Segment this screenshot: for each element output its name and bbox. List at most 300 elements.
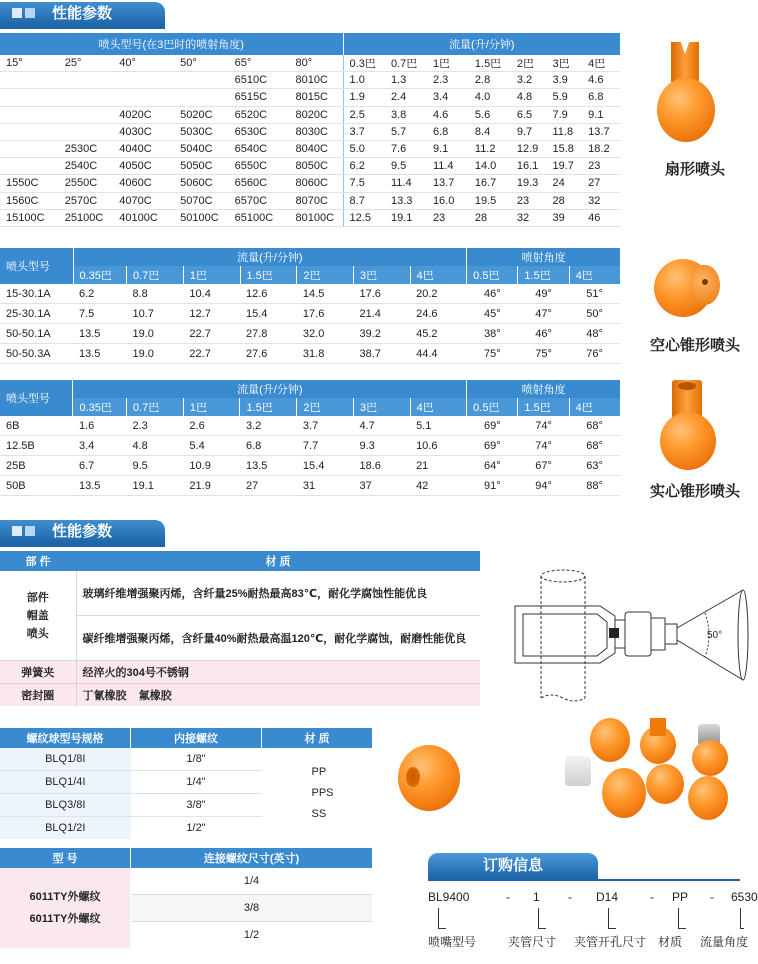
fan-nozzle-image bbox=[655, 42, 715, 152]
fan-cell bbox=[59, 89, 114, 106]
solid-cone-cell: 13.5 bbox=[240, 456, 297, 476]
fan-cell: 14.0 bbox=[469, 158, 511, 175]
seal-material: 丁氰橡胶 氟橡胶 bbox=[76, 684, 480, 707]
order-label: 夹管尺寸 bbox=[508, 935, 557, 949]
hollow-cone-angle-pressure-header: 1.5巴 bbox=[518, 266, 569, 284]
fan-angle-header: 40° bbox=[113, 55, 174, 72]
order-connector bbox=[538, 908, 539, 928]
hollow-cone-cell: 47° bbox=[518, 304, 569, 324]
fan-cell bbox=[0, 158, 59, 175]
solid-cone-cell: 9.5 bbox=[126, 456, 183, 476]
solid-cone-caption: 实心锥形喷头 bbox=[650, 483, 741, 500]
solid-cone-header-flow: 流量(升/分钟) bbox=[73, 380, 467, 398]
assorted-nozzles-image bbox=[520, 718, 740, 828]
solid-cone-cell: 5.4 bbox=[183, 436, 240, 456]
order-label: 夹管开孔尺寸 bbox=[574, 935, 647, 949]
hollow-cone-cell: 24.6 bbox=[410, 304, 467, 324]
fan-cell: 8015C bbox=[289, 89, 343, 106]
ball-thread: 1/4" bbox=[131, 771, 262, 794]
hollow-cone-nozzle-image bbox=[650, 255, 720, 325]
solid-cone-pressure-header: 3巴 bbox=[353, 398, 410, 416]
hollow-cone-cell: 10.4 bbox=[183, 284, 240, 304]
solid-cone-cell: 21.9 bbox=[183, 476, 240, 496]
solid-cone-cell: 31 bbox=[297, 476, 354, 496]
fan-cell: 2530C bbox=[59, 140, 114, 157]
solid-cone-cell: 68° bbox=[569, 416, 620, 436]
hollow-cone-angle-pressure-header: 4巴 bbox=[569, 266, 620, 284]
fan-cell: 4040C bbox=[113, 140, 174, 157]
table-row bbox=[0, 123, 620, 140]
solid-cone-cell: 3.2 bbox=[240, 416, 297, 436]
hollow-cone-pressure-header: 1.5巴 bbox=[240, 266, 297, 284]
thread-size-table bbox=[0, 848, 372, 948]
fan-cell bbox=[59, 106, 114, 123]
hollow-cone-cell: 27.6 bbox=[240, 344, 297, 364]
fan-cell: 5060C bbox=[174, 175, 229, 192]
fan-cell bbox=[174, 89, 229, 106]
fan-cell: 15100C bbox=[0, 209, 59, 226]
fan-cell: 7.6 bbox=[385, 140, 427, 157]
hollow-cone-cell: 7.5 bbox=[73, 304, 127, 324]
part-label: 部件 bbox=[26, 591, 49, 604]
hollow-cone-pressure-header: 3巴 bbox=[354, 266, 411, 284]
fan-cell: 2.5 bbox=[343, 106, 385, 123]
hollow-cone-cell: 19.0 bbox=[127, 344, 184, 364]
table-row bbox=[0, 192, 620, 209]
solid-cone-pressure-header: 4巴 bbox=[410, 398, 467, 416]
fan-pressure-header: 4巴 bbox=[582, 55, 620, 72]
solid-cone-cell: 5.1 bbox=[410, 416, 467, 436]
hollow-cone-cell: 50° bbox=[569, 304, 620, 324]
fan-cell: 12.9 bbox=[511, 140, 547, 157]
order-code: 6530 bbox=[731, 890, 758, 904]
fan-cell: 9.1 bbox=[427, 140, 469, 157]
fan-cell: 6.8 bbox=[582, 89, 620, 106]
table-row bbox=[0, 158, 620, 175]
hollow-cone-pressure-header: 0.7巴 bbox=[127, 266, 184, 284]
fan-header-model: 喷头型号(在3巴时的喷射角度) bbox=[0, 33, 343, 55]
table-row bbox=[0, 344, 620, 364]
fan-cell: 24 bbox=[547, 175, 583, 192]
fan-cell: 16.1 bbox=[511, 158, 547, 175]
materials-table bbox=[0, 551, 480, 706]
solid-cone-cell: 68° bbox=[569, 436, 620, 456]
solid-cone-header-model: 喷头型号 bbox=[0, 380, 73, 416]
solid-cone-nozzle-image bbox=[658, 380, 718, 475]
solid-cone-cell: 21 bbox=[410, 456, 467, 476]
fan-cell: 8030C bbox=[289, 123, 343, 140]
thread-header-size: 连接螺纹尺寸(英寸) bbox=[131, 848, 373, 868]
hollow-cone-cell: 27.8 bbox=[240, 324, 297, 344]
table-row bbox=[0, 304, 620, 324]
fan-cell: 2.3 bbox=[427, 72, 469, 89]
ball-model: BLQ1/4I bbox=[0, 771, 131, 794]
solid-cone-cell: 15.4 bbox=[297, 456, 354, 476]
fan-cell bbox=[113, 89, 174, 106]
ball-material: PP bbox=[311, 766, 327, 778]
fan-cell: 11.4 bbox=[385, 175, 427, 192]
section-title-text: 性能参数 bbox=[52, 523, 113, 540]
fan-cell: 13.7 bbox=[582, 123, 620, 140]
hollow-cone-cell: 21.4 bbox=[354, 304, 411, 324]
fan-pressure-header: 0.3巴 bbox=[343, 55, 385, 72]
solid-cone-cell: 74° bbox=[518, 436, 569, 456]
thread-size: 3/8 bbox=[131, 895, 373, 922]
solid-cone-cell: 13.5 bbox=[73, 476, 127, 496]
fan-cell: 8.4 bbox=[469, 123, 511, 140]
hollow-cone-cell: 20.2 bbox=[410, 284, 467, 304]
fan-cell: 3.9 bbox=[547, 72, 583, 89]
fan-angle-header: 65° bbox=[229, 55, 290, 72]
hollow-cone-cell: 75° bbox=[467, 344, 518, 364]
fan-cell: 1560C bbox=[0, 192, 59, 209]
material-row-2: 碳纤维增强聚丙烯，含纤量40%耐热最高温120℃，耐化学腐蚀，耐磨性能优良 bbox=[76, 616, 480, 661]
fan-cell: 5.6 bbox=[469, 106, 511, 123]
fan-cell: 5.9 bbox=[547, 89, 583, 106]
fan-cell bbox=[113, 72, 174, 89]
hollow-cone-cell: 31.8 bbox=[297, 344, 354, 364]
fan-cell: 5070C bbox=[174, 192, 229, 209]
material-row-1: 玻璃纤维增强聚丙烯，含纤量25%耐热最高83℃，耐化学腐蚀性能优良 bbox=[76, 571, 480, 616]
fan-cell: 4020C bbox=[113, 106, 174, 123]
order-code: D14 bbox=[596, 890, 619, 904]
material-header-part: 部 件 bbox=[0, 551, 76, 571]
fan-cell: 2550C bbox=[59, 175, 114, 192]
fan-cell: 5030C bbox=[174, 123, 229, 140]
title-underline bbox=[0, 26, 165, 29]
solid-cone-cell: 91° bbox=[467, 476, 518, 496]
ball-header-model: 螺纹球型号规格 bbox=[0, 728, 131, 748]
hollow-cone-header-model: 喷头型号 bbox=[0, 248, 73, 284]
section-title-performance bbox=[0, 2, 165, 26]
fan-cell: 4060C bbox=[113, 175, 174, 192]
hollow-cone-cell: 14.5 bbox=[297, 284, 354, 304]
solid-cone-cell: 74° bbox=[518, 416, 569, 436]
fan-cell: 7.9 bbox=[547, 106, 583, 123]
fan-header-flow: 流量(升/分钟) bbox=[343, 33, 620, 55]
order-connector bbox=[740, 908, 741, 928]
ball-material: PPS bbox=[311, 787, 334, 799]
fan-cell: 19.3 bbox=[511, 175, 547, 192]
hollow-cone-cell: 17.6 bbox=[354, 284, 411, 304]
solid-cone-cell: 3.7 bbox=[297, 416, 354, 436]
fan-cell: 6520C bbox=[229, 106, 290, 123]
order-info-title bbox=[428, 853, 598, 879]
fan-cell: 16.0 bbox=[427, 192, 469, 209]
fan-cell: 5.7 bbox=[385, 123, 427, 140]
spray-angle-label: 50° bbox=[707, 630, 723, 641]
fan-cell: 4050C bbox=[113, 158, 174, 175]
order-separator: - bbox=[650, 890, 654, 904]
hollow-cone-cell: 12.7 bbox=[183, 304, 240, 324]
fan-cell: 8010C bbox=[289, 72, 343, 89]
hollow-cone-cell: 22.7 bbox=[183, 324, 240, 344]
solid-cone-header-angle: 喷射角度 bbox=[467, 380, 620, 398]
solid-cone-angle-pressure-header: 1.5巴 bbox=[518, 398, 569, 416]
table-row bbox=[0, 416, 620, 436]
fan-cell: 40100C bbox=[113, 209, 174, 226]
fan-cell bbox=[59, 72, 114, 89]
fan-cell: 15.8 bbox=[547, 140, 583, 157]
fan-cell: 4.6 bbox=[582, 72, 620, 89]
fan-pressure-header: 3巴 bbox=[547, 55, 583, 72]
fan-cell: 18.2 bbox=[582, 140, 620, 157]
solid-cone-table bbox=[0, 380, 620, 496]
fan-cell: 6.2 bbox=[343, 158, 385, 175]
hollow-cone-cell: 46° bbox=[467, 284, 518, 304]
fan-nozzle-caption: 扇形喷头 bbox=[665, 161, 726, 178]
ball-thread: 3/8" bbox=[131, 794, 262, 817]
order-label: 材质 bbox=[658, 935, 683, 949]
order-connector bbox=[678, 928, 686, 929]
order-info-title-text: 订购信息 bbox=[482, 857, 543, 874]
spring-material: 经淬火的304号不锈钢 bbox=[76, 661, 480, 684]
order-connector bbox=[608, 928, 616, 929]
fan-cell: 46 bbox=[582, 209, 620, 226]
fan-cell: 19.7 bbox=[547, 158, 583, 175]
solid-cone-cell: 94° bbox=[518, 476, 569, 496]
hollow-cone-cell: 15.4 bbox=[240, 304, 297, 324]
fan-cell: 80100C bbox=[289, 209, 343, 226]
hollow-cone-cell: 15-30.1A bbox=[0, 284, 73, 304]
solid-cone-cell: 12.5B bbox=[0, 436, 73, 456]
fan-cell: 8050C bbox=[289, 158, 343, 175]
fan-cell: 9.7 bbox=[511, 123, 547, 140]
order-connector bbox=[678, 908, 679, 928]
order-code: BL9400 bbox=[428, 890, 470, 904]
order-info-underline bbox=[428, 879, 740, 881]
table-row bbox=[0, 476, 620, 496]
fan-cell: 6570C bbox=[229, 192, 290, 209]
solid-cone-cell: 19.1 bbox=[126, 476, 183, 496]
hollow-cone-cell: 13.5 bbox=[73, 344, 127, 364]
ball-header-thread: 内接螺纹 bbox=[131, 728, 262, 748]
fan-cell: 9.1 bbox=[582, 106, 620, 123]
solid-cone-pressure-header: 1巴 bbox=[183, 398, 240, 416]
ball-thread: 1/8" bbox=[131, 748, 262, 771]
hollow-cone-cell: 49° bbox=[518, 284, 569, 304]
solid-cone-cell: 37 bbox=[353, 476, 410, 496]
fan-cell: 23 bbox=[582, 158, 620, 175]
fan-cell: 4.8 bbox=[511, 89, 547, 106]
fan-cell: 1.0 bbox=[343, 72, 385, 89]
table-row bbox=[0, 106, 620, 123]
hollow-cone-angle-pressure-header: 0.5巴 bbox=[467, 266, 518, 284]
table-row bbox=[0, 89, 620, 106]
seal-part: 密封圈 bbox=[0, 684, 76, 707]
fan-cell: 4030C bbox=[113, 123, 174, 140]
fan-nozzle-table bbox=[0, 33, 620, 227]
hollow-cone-cell: 38.7 bbox=[354, 344, 411, 364]
hollow-cone-cell: 13.5 bbox=[73, 324, 127, 344]
solid-cone-cell: 25B bbox=[0, 456, 73, 476]
hollow-cone-caption: 空心锥形喷头 bbox=[650, 337, 741, 354]
hollow-cone-cell: 22.7 bbox=[183, 344, 240, 364]
fan-cell: 32 bbox=[511, 209, 547, 226]
hollow-cone-cell: 17.6 bbox=[297, 304, 354, 324]
fan-cell: 5050C bbox=[174, 158, 229, 175]
hollow-cone-cell: 50-50.1A bbox=[0, 324, 73, 344]
solid-cone-cell: 67° bbox=[518, 456, 569, 476]
fan-cell: 3.2 bbox=[511, 72, 547, 89]
order-label: 流量角度 bbox=[700, 935, 749, 949]
hollow-cone-cell: 32.0 bbox=[297, 324, 354, 344]
order-label: 喷嘴型号 bbox=[428, 935, 477, 949]
fan-cell: 2570C bbox=[59, 192, 114, 209]
thread-size: 1/4 bbox=[131, 868, 373, 895]
solid-cone-pressure-header: 0.35巴 bbox=[73, 398, 127, 416]
hollow-cone-cell: 19.0 bbox=[127, 324, 184, 344]
solid-cone-cell: 4.7 bbox=[353, 416, 410, 436]
fan-cell: 23 bbox=[511, 192, 547, 209]
table-row bbox=[0, 436, 620, 456]
ball-model: BLQ1/2I bbox=[0, 817, 131, 840]
hollow-cone-header-flow: 流量(升/分钟) bbox=[73, 248, 467, 266]
solid-cone-cell: 88° bbox=[569, 476, 620, 496]
fan-cell bbox=[0, 106, 59, 123]
order-code-block bbox=[428, 890, 758, 950]
ball-material-cell bbox=[262, 748, 373, 839]
fan-cell: 6.5 bbox=[511, 106, 547, 123]
hollow-cone-cell: 46° bbox=[518, 324, 569, 344]
fan-cell: 2.4 bbox=[385, 89, 427, 106]
order-separator: - bbox=[710, 890, 714, 904]
table-row bbox=[0, 140, 620, 157]
fan-cell: 16.7 bbox=[469, 175, 511, 192]
hollow-cone-pressure-header: 2巴 bbox=[297, 266, 354, 284]
fan-cell: 6.8 bbox=[427, 123, 469, 140]
solid-cone-cell: 69° bbox=[467, 416, 518, 436]
solid-cone-cell: 42 bbox=[410, 476, 467, 496]
fan-cell: 11.4 bbox=[427, 158, 469, 175]
fan-cell: 7.5 bbox=[343, 175, 385, 192]
order-connector bbox=[438, 908, 439, 928]
part-label: 帽盖 bbox=[26, 609, 49, 622]
fan-cell: 9.5 bbox=[385, 158, 427, 175]
fan-pressure-header: 1.5巴 bbox=[469, 55, 511, 72]
order-connector bbox=[438, 928, 446, 929]
part-group-cell bbox=[0, 571, 76, 661]
hollow-cone-table bbox=[0, 248, 620, 364]
solid-cone-cell: 69° bbox=[467, 436, 518, 456]
fan-cell: 6515C bbox=[229, 89, 290, 106]
ball-model: BLQ1/8I bbox=[0, 748, 131, 771]
fan-cell: 8070C bbox=[289, 192, 343, 209]
hollow-cone-header-angle: 喷射角度 bbox=[467, 248, 620, 266]
fan-cell: 4070C bbox=[113, 192, 174, 209]
clamp-nozzle-diagram bbox=[505, 558, 750, 713]
fan-cell bbox=[0, 72, 59, 89]
fan-cell bbox=[0, 89, 59, 106]
fan-cell: 1.9 bbox=[343, 89, 385, 106]
order-code: PP bbox=[672, 890, 689, 904]
fan-cell: 6550C bbox=[229, 158, 290, 175]
hollow-cone-cell: 12.6 bbox=[240, 284, 297, 304]
section-title-text: 性能参数 bbox=[52, 5, 113, 22]
solid-cone-cell: 4.8 bbox=[126, 436, 183, 456]
hollow-cone-cell: 8.8 bbox=[127, 284, 184, 304]
hollow-cone-cell: 38° bbox=[467, 324, 518, 344]
solid-cone-cell: 2.6 bbox=[183, 416, 240, 436]
fan-cell: 23 bbox=[427, 209, 469, 226]
hollow-cone-pressure-header: 4巴 bbox=[410, 266, 467, 284]
solid-cone-cell: 6.7 bbox=[73, 456, 127, 476]
solid-cone-pressure-header: 2巴 bbox=[297, 398, 354, 416]
fan-cell: 6510C bbox=[229, 72, 290, 89]
fan-cell: 5.0 bbox=[343, 140, 385, 157]
fan-cell bbox=[174, 72, 229, 89]
solid-cone-cell: 9.3 bbox=[353, 436, 410, 456]
fan-cell: 65100C bbox=[229, 209, 290, 226]
solid-cone-cell: 3.4 bbox=[73, 436, 127, 456]
solid-cone-cell: 6B bbox=[0, 416, 73, 436]
thread-ball-table bbox=[0, 728, 372, 839]
fan-cell: 6540C bbox=[229, 140, 290, 157]
fan-cell: 3.7 bbox=[343, 123, 385, 140]
fan-pressure-header: 2巴 bbox=[511, 55, 547, 72]
ball-model: BLQ3/8I bbox=[0, 794, 131, 817]
fan-cell: 11.8 bbox=[547, 123, 583, 140]
fan-cell: 3.4 bbox=[427, 89, 469, 106]
solid-cone-pressure-header: 1.5巴 bbox=[240, 398, 297, 416]
fan-cell bbox=[59, 123, 114, 140]
fan-cell: 4.0 bbox=[469, 89, 511, 106]
fan-angle-header: 80° bbox=[289, 55, 343, 72]
part-label: 喷头 bbox=[26, 627, 49, 640]
solid-cone-cell: 10.9 bbox=[183, 456, 240, 476]
fan-cell: 3.8 bbox=[385, 106, 427, 123]
table-row bbox=[0, 456, 620, 476]
hollow-cone-cell: 44.4 bbox=[410, 344, 467, 364]
fan-cell: 2540C bbox=[59, 158, 114, 175]
hollow-cone-pressure-header: 0.35巴 bbox=[73, 266, 127, 284]
ball-header-material: 材 质 bbox=[262, 728, 373, 748]
thread-ball-image bbox=[398, 745, 462, 815]
table-row bbox=[0, 324, 620, 344]
fan-cell: 19.5 bbox=[469, 192, 511, 209]
ball-thread: 1/2" bbox=[186, 822, 206, 834]
solid-cone-cell: 50B bbox=[0, 476, 73, 496]
table-row bbox=[0, 284, 620, 304]
fan-cell bbox=[0, 140, 59, 157]
fan-cell: 39 bbox=[547, 209, 583, 226]
hollow-cone-cell: 50-50.3A bbox=[0, 344, 73, 364]
hollow-cone-cell: 6.2 bbox=[73, 284, 127, 304]
solid-cone-cell: 2.3 bbox=[126, 416, 183, 436]
hollow-cone-cell: 25-30.1A bbox=[0, 304, 73, 324]
fan-cell: 8020C bbox=[289, 106, 343, 123]
order-separator: - bbox=[568, 890, 572, 904]
hollow-cone-cell: 45.2 bbox=[410, 324, 467, 344]
fan-angle-header: 50° bbox=[174, 55, 229, 72]
fan-cell: 50100C bbox=[174, 209, 229, 226]
fan-cell: 6530C bbox=[229, 123, 290, 140]
thread-model: 6011TY外螺纹 bbox=[29, 913, 101, 925]
fan-cell: 6560C bbox=[229, 175, 290, 192]
solid-cone-cell: 64° bbox=[467, 456, 518, 476]
fan-pressure-header: 0.7巴 bbox=[385, 55, 427, 72]
fan-cell: 1550C bbox=[0, 175, 59, 192]
fan-cell: 8040C bbox=[289, 140, 343, 157]
thread-model-cell bbox=[0, 868, 131, 948]
order-code: 1 bbox=[533, 890, 540, 904]
thread-size: 1/2 bbox=[243, 929, 260, 941]
solid-cone-cell: 18.6 bbox=[353, 456, 410, 476]
solid-cone-cell: 63° bbox=[569, 456, 620, 476]
fan-cell: 13.3 bbox=[385, 192, 427, 209]
solid-cone-angle-pressure-header: 4巴 bbox=[569, 398, 620, 416]
fan-pressure-header: 1巴 bbox=[427, 55, 469, 72]
